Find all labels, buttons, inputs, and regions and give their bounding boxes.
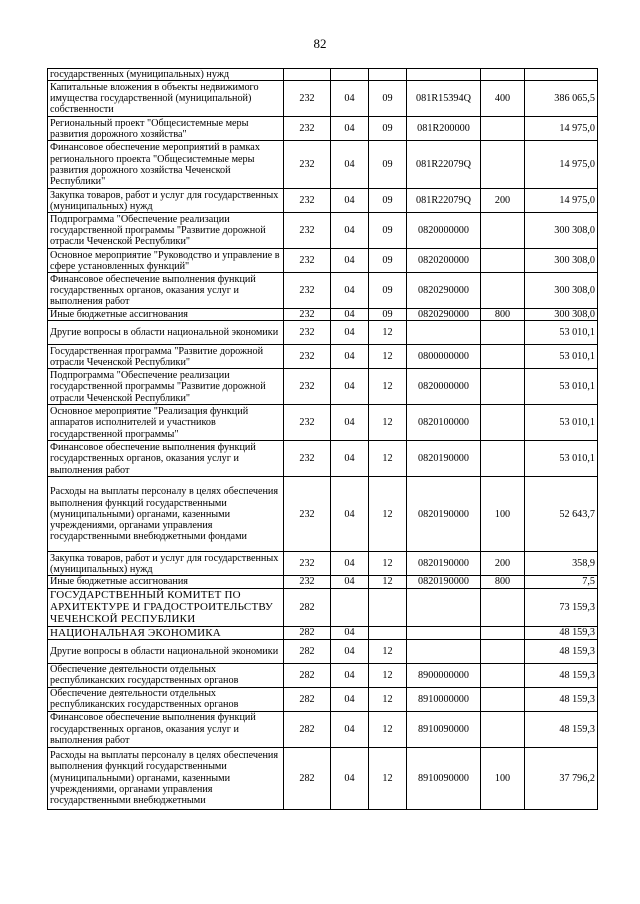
subsection-code-cell: 12 (369, 747, 407, 809)
table-body (48, 69, 598, 810)
table-row (48, 69, 598, 81)
section-code-cell: 04 (331, 189, 369, 213)
amount-cell: 52 643,7 (525, 477, 598, 552)
target-article-cell: 0820190000 (407, 576, 481, 588)
subsection-code-cell: 09 (369, 189, 407, 213)
amount-cell: 7,5 (525, 576, 598, 588)
expense-type-cell (481, 711, 525, 747)
subsection-code-cell (369, 588, 407, 626)
target-article-cell: 0800000000 (407, 345, 481, 369)
subsection-code-cell: 12 (369, 639, 407, 663)
ministry-code-cell: 232 (284, 576, 331, 588)
expense-name-cell: Иные бюджетные ассигнования (48, 309, 284, 321)
target-article-cell (407, 588, 481, 626)
amount-cell: 37 796,2 (525, 747, 598, 809)
amount-cell: 300 308,0 (525, 249, 598, 273)
amount-cell: 386 065,5 (525, 81, 598, 117)
ministry-code-cell: 282 (284, 747, 331, 809)
subsection-code-cell: 09 (369, 81, 407, 117)
target-article-cell (407, 639, 481, 663)
ministry-code-cell: 282 (284, 711, 331, 747)
subsection-code-cell: 12 (369, 687, 407, 711)
expense-name-cell: Закупка товаров, работ и услуг для государственных (муниципальных) нужд (48, 552, 284, 576)
expense-type-cell (481, 249, 525, 273)
section-code-cell: 04 (331, 576, 369, 588)
amount-cell: 48 159,3 (525, 639, 598, 663)
ministry-code-cell: 232 (284, 309, 331, 321)
ministry-code-cell: 232 (284, 552, 331, 576)
section-code-cell: 04 (331, 309, 369, 321)
table-row (48, 249, 598, 273)
target-article-cell: 081R22079Q (407, 141, 481, 189)
subsection-code-cell: 09 (369, 309, 407, 321)
expense-name-cell: Государственная программа "Развитие дорожной отрасли Чеченской Республики" (48, 345, 284, 369)
expense-name-cell: НАЦИОНАЛЬНАЯ ЭКОНОМИКА (48, 626, 284, 639)
amount-cell: 14 975,0 (525, 117, 598, 141)
section-code-cell: 04 (331, 345, 369, 369)
section-code-cell: 04 (331, 249, 369, 273)
target-article-cell (407, 69, 481, 81)
table-row (48, 81, 598, 117)
ministry-code-cell: 232 (284, 345, 331, 369)
expense-type-cell (481, 273, 525, 309)
table-row (48, 213, 598, 249)
amount-cell: 300 308,0 (525, 309, 598, 321)
table-row (48, 747, 598, 809)
section-code-cell: 04 (331, 663, 369, 687)
expense-name-cell: Финансовое обеспечение выполнения функций государственных органов, оказания услуг и выполнения работ (48, 441, 284, 477)
subsection-code-cell: 12 (369, 477, 407, 552)
section-code-cell: 04 (331, 405, 369, 441)
expense-type-cell (481, 141, 525, 189)
section-code-cell: 04 (331, 626, 369, 639)
page-number: 82 (313, 36, 327, 51)
target-article-cell: 0820190000 (407, 441, 481, 477)
expense-type-cell: 100 (481, 747, 525, 809)
expense-name-cell: Закупка товаров, работ и услуг для государственных (муниципальных) нужд (48, 189, 284, 213)
table-row (48, 321, 598, 345)
ministry-code-cell: 282 (284, 687, 331, 711)
subsection-code-cell: 12 (369, 576, 407, 588)
expense-type-cell (481, 441, 525, 477)
ministry-code-cell: 282 (284, 588, 331, 626)
expense-type-cell (481, 117, 525, 141)
subsection-code-cell: 09 (369, 117, 407, 141)
subsection-code-cell: 12 (369, 345, 407, 369)
target-article-cell: 0820000000 (407, 369, 481, 405)
expense-type-cell (481, 687, 525, 711)
expense-type-cell (481, 588, 525, 626)
ministry-code-cell (284, 69, 331, 81)
table-row (48, 309, 598, 321)
section-code-cell: 04 (331, 81, 369, 117)
ministry-code-cell: 232 (284, 273, 331, 309)
target-article-cell: 0820000000 (407, 213, 481, 249)
subsection-code-cell (369, 69, 407, 81)
section-code-cell: 04 (331, 213, 369, 249)
subsection-code-cell (369, 626, 407, 639)
expense-name-cell: государственных (муниципальных) нужд (48, 69, 284, 81)
table-row (48, 369, 598, 405)
expense-name-cell: Финансовое обеспечение выполнения функций государственных органов, оказания услуг и выполнения работ (48, 273, 284, 309)
target-article-cell: 081R200000 (407, 117, 481, 141)
subsection-code-cell: 09 (369, 249, 407, 273)
section-code-cell: 04 (331, 117, 369, 141)
table-row (48, 687, 598, 711)
expense-type-cell: 400 (481, 81, 525, 117)
section-code-cell: 04 (331, 369, 369, 405)
amount-cell: 53 010,1 (525, 345, 598, 369)
expense-name-cell: Основное мероприятие "Руководство и управление в сфере установленных функций" (48, 249, 284, 273)
section-code-cell: 04 (331, 747, 369, 809)
table-row (48, 345, 598, 369)
expense-name-cell: Финансовое обеспечение мероприятий в рамках регионального проекта "Общесистемные меры развития дорожного хозяйства Чеченской Республики" (48, 141, 284, 189)
expense-type-cell (481, 345, 525, 369)
section-code-cell: 04 (331, 477, 369, 552)
table-row (48, 576, 598, 588)
table-row (48, 441, 598, 477)
amount-cell: 48 159,3 (525, 687, 598, 711)
ministry-code-cell: 232 (284, 81, 331, 117)
subsection-code-cell: 12 (369, 405, 407, 441)
table-row (48, 711, 598, 747)
section-code-cell: 04 (331, 552, 369, 576)
expense-type-cell (481, 369, 525, 405)
amount-cell: 300 308,0 (525, 213, 598, 249)
expense-name-cell: Основное мероприятие "Реализация функций аппаратов исполнителей и участников государственной программы" (48, 405, 284, 441)
amount-cell: 53 010,1 (525, 441, 598, 477)
amount-cell: 53 010,1 (525, 321, 598, 345)
target-article-cell: 0820200000 (407, 249, 481, 273)
subsection-code-cell: 12 (369, 711, 407, 747)
target-article-cell: 0820290000 (407, 309, 481, 321)
ministry-code-cell: 282 (284, 626, 331, 639)
ministry-code-cell: 232 (284, 405, 331, 441)
amount-cell: 48 159,3 (525, 626, 598, 639)
section-code-cell (331, 69, 369, 81)
target-article-cell (407, 626, 481, 639)
amount-cell: 48 159,3 (525, 711, 598, 747)
ministry-code-cell: 232 (284, 369, 331, 405)
section-code-cell: 04 (331, 321, 369, 345)
section-code-cell: 04 (331, 711, 369, 747)
subsection-code-cell: 12 (369, 441, 407, 477)
table-row (48, 663, 598, 687)
budget-table (47, 68, 598, 810)
expense-name-cell: Обеспечение деятельности отдельных республиканских государственных органов (48, 687, 284, 711)
amount-cell: 53 010,1 (525, 369, 598, 405)
expense-name-cell: Иные бюджетные ассигнования (48, 576, 284, 588)
expense-type-cell (481, 405, 525, 441)
subsection-code-cell: 12 (369, 552, 407, 576)
expense-type-cell (481, 69, 525, 81)
expense-type-cell: 200 (481, 189, 525, 213)
ministry-code-cell: 282 (284, 639, 331, 663)
table-row (48, 141, 598, 189)
table-row (48, 189, 598, 213)
expense-name-cell: Финансовое обеспечение выполнения функций государственных органов, оказания услуг и выполнения работ (48, 711, 284, 747)
ministry-code-cell: 232 (284, 249, 331, 273)
expense-type-cell (481, 663, 525, 687)
expense-name-cell: Обеспечение деятельности отдельных республиканских государственных органов (48, 663, 284, 687)
table-row (48, 626, 598, 639)
table-row (48, 117, 598, 141)
target-article-cell: 8910090000 (407, 711, 481, 747)
target-article-cell: 8910000000 (407, 687, 481, 711)
ministry-code-cell: 232 (284, 321, 331, 345)
section-code-cell: 04 (331, 141, 369, 189)
expense-name-cell: Подпрограмма "Обеспечение реализации государственной программы "Развитие дорожной отрасли Чеченской Республики" (48, 213, 284, 249)
table-row (48, 639, 598, 663)
target-article-cell (407, 321, 481, 345)
table-row (48, 588, 598, 626)
section-code-cell: 04 (331, 273, 369, 309)
section-code-cell: 04 (331, 687, 369, 711)
expense-name-cell: ГОСУДАРСТВЕННЫЙ КОМИТЕТ ПО АРХИТЕКТУРЕ И ГРАДОСТРОИТЕЛЬСТВУ ЧЕЧЕНСКОЙ РЕСПУБЛИКИ (48, 588, 284, 626)
target-article-cell: 081R22079Q (407, 189, 481, 213)
subsection-code-cell: 12 (369, 369, 407, 405)
expense-name-cell: Расходы на выплаты персоналу в целях обеспечения выполнения функций государственными (муниципальными) органами, казенными учреждениями, органами управления государственными внебюджетными (48, 747, 284, 809)
ministry-code-cell: 232 (284, 141, 331, 189)
expense-type-cell (481, 321, 525, 345)
section-code-cell: 04 (331, 639, 369, 663)
section-code-cell (331, 588, 369, 626)
table-row (48, 273, 598, 309)
expense-type-cell: 200 (481, 552, 525, 576)
target-article-cell: 0820190000 (407, 552, 481, 576)
ministry-code-cell: 232 (284, 213, 331, 249)
amount-cell: 300 308,0 (525, 273, 598, 309)
target-article-cell: 0820190000 (407, 477, 481, 552)
subsection-code-cell: 09 (369, 213, 407, 249)
amount-cell: 48 159,3 (525, 663, 598, 687)
expense-name-cell: Расходы на выплаты персоналу в целях обеспечения выполнения функций государственными (муниципальными) органами, казенными учреждениями, органами управления государственными внебюджетными фондами (48, 477, 284, 552)
table-row (48, 405, 598, 441)
expense-name-cell: Региональный проект "Общесистемные меры развития дорожного хозяйства" (48, 117, 284, 141)
expense-type-cell: 800 (481, 576, 525, 588)
ministry-code-cell: 232 (284, 441, 331, 477)
expense-name-cell: Подпрограмма "Обеспечение реализации государственной программы "Развитие дорожной отрасли Чеченской Республики" (48, 369, 284, 405)
amount-cell (525, 69, 598, 81)
amount-cell: 73 159,3 (525, 588, 598, 626)
subsection-code-cell: 09 (369, 273, 407, 309)
target-article-cell: 0820290000 (407, 273, 481, 309)
expense-type-cell (481, 626, 525, 639)
expense-name-cell: Капитальные вложения в объекты недвижимого имущества государственной (муниципальной) собственности (48, 81, 284, 117)
target-article-cell: 0820100000 (407, 405, 481, 441)
table-row (48, 477, 598, 552)
target-article-cell: 8910090000 (407, 747, 481, 809)
amount-cell: 53 010,1 (525, 405, 598, 441)
ministry-code-cell: 232 (284, 117, 331, 141)
subsection-code-cell: 12 (369, 321, 407, 345)
ministry-code-cell: 282 (284, 663, 331, 687)
section-code-cell: 04 (331, 441, 369, 477)
ministry-code-cell: 232 (284, 189, 331, 213)
expense-name-cell: Другие вопросы в области национальной экономики (48, 639, 284, 663)
expense-type-cell (481, 213, 525, 249)
amount-cell: 14 975,0 (525, 189, 598, 213)
target-article-cell: 081R15394Q (407, 81, 481, 117)
expense-type-cell: 100 (481, 477, 525, 552)
expense-type-cell (481, 639, 525, 663)
ministry-code-cell: 232 (284, 477, 331, 552)
subsection-code-cell: 09 (369, 141, 407, 189)
amount-cell: 14 975,0 (525, 141, 598, 189)
amount-cell: 358,9 (525, 552, 598, 576)
table-row (48, 552, 598, 576)
expense-name-cell: Другие вопросы в области национальной экономики (48, 321, 284, 345)
subsection-code-cell: 12 (369, 663, 407, 687)
expense-type-cell: 800 (481, 309, 525, 321)
target-article-cell: 8900000000 (407, 663, 481, 687)
